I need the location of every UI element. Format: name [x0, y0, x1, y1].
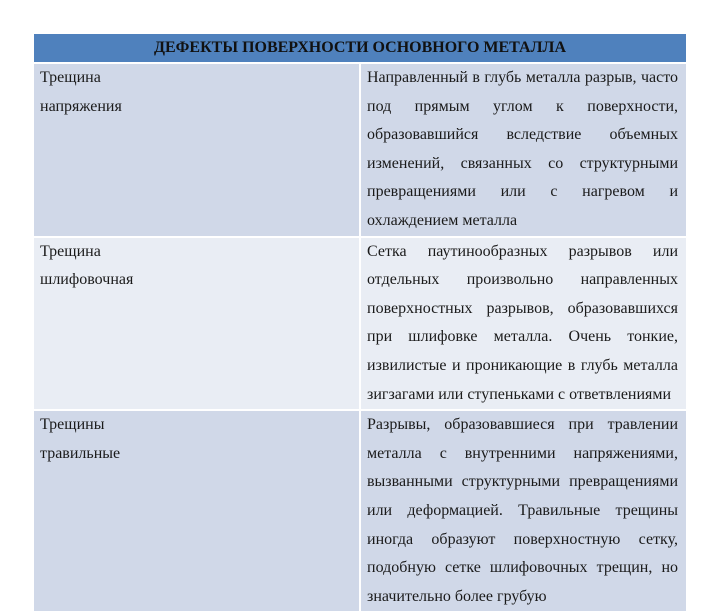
defect-description: Сетка паутинообразных разрывов или отдельных произвольно направленных поверхностных разрывов, образовавшихся при шлифовке металла. Очень тонкие, извилистые и проникающие в глубь металла зигзагами или ступеньками с ответвлениями: [367, 242, 678, 403]
defects-table: [34, 34, 686, 611]
defect-name: Трещина шлифовочная: [40, 242, 134, 289]
defect-name-cell: [34, 237, 360, 411]
table-row-stress-crack: [34, 63, 686, 237]
defect-name: Трещина напряжения: [40, 69, 122, 115]
defect-description: Разрывы, образовавшиеся при травлении металла с внутренними напряжениями, вызванными структурными превращениями или деформацией. Травильные трещины иногда образуют поверхностную сетку, подобную сетке шлифовочных трещин, но значительно более грубую: [367, 416, 678, 605]
table-row-grinding-crack: [34, 237, 686, 411]
defect-name: Трещины травильные: [40, 416, 121, 462]
defect-description-cell: [360, 63, 686, 237]
defect-description-cell: [360, 410, 686, 611]
table-header-row: [34, 34, 686, 63]
table-row-etching-crack: [34, 410, 686, 611]
defect-name-cell: [34, 410, 360, 611]
defect-name-cell: [34, 63, 360, 237]
table-header: ДЕФЕКТЫ ПОВЕРХНОСТИ ОСНОВНОГО МЕТАЛЛА: [34, 34, 686, 63]
defect-description: Направленный в глубь металла разрыв, часто под прямым углом к поверхности, образовавшийся вследствие объемных изменений, связанных со структурными превращениями или с нагревом и охлаждением металла: [367, 69, 678, 229]
defect-description-cell: [360, 237, 686, 411]
